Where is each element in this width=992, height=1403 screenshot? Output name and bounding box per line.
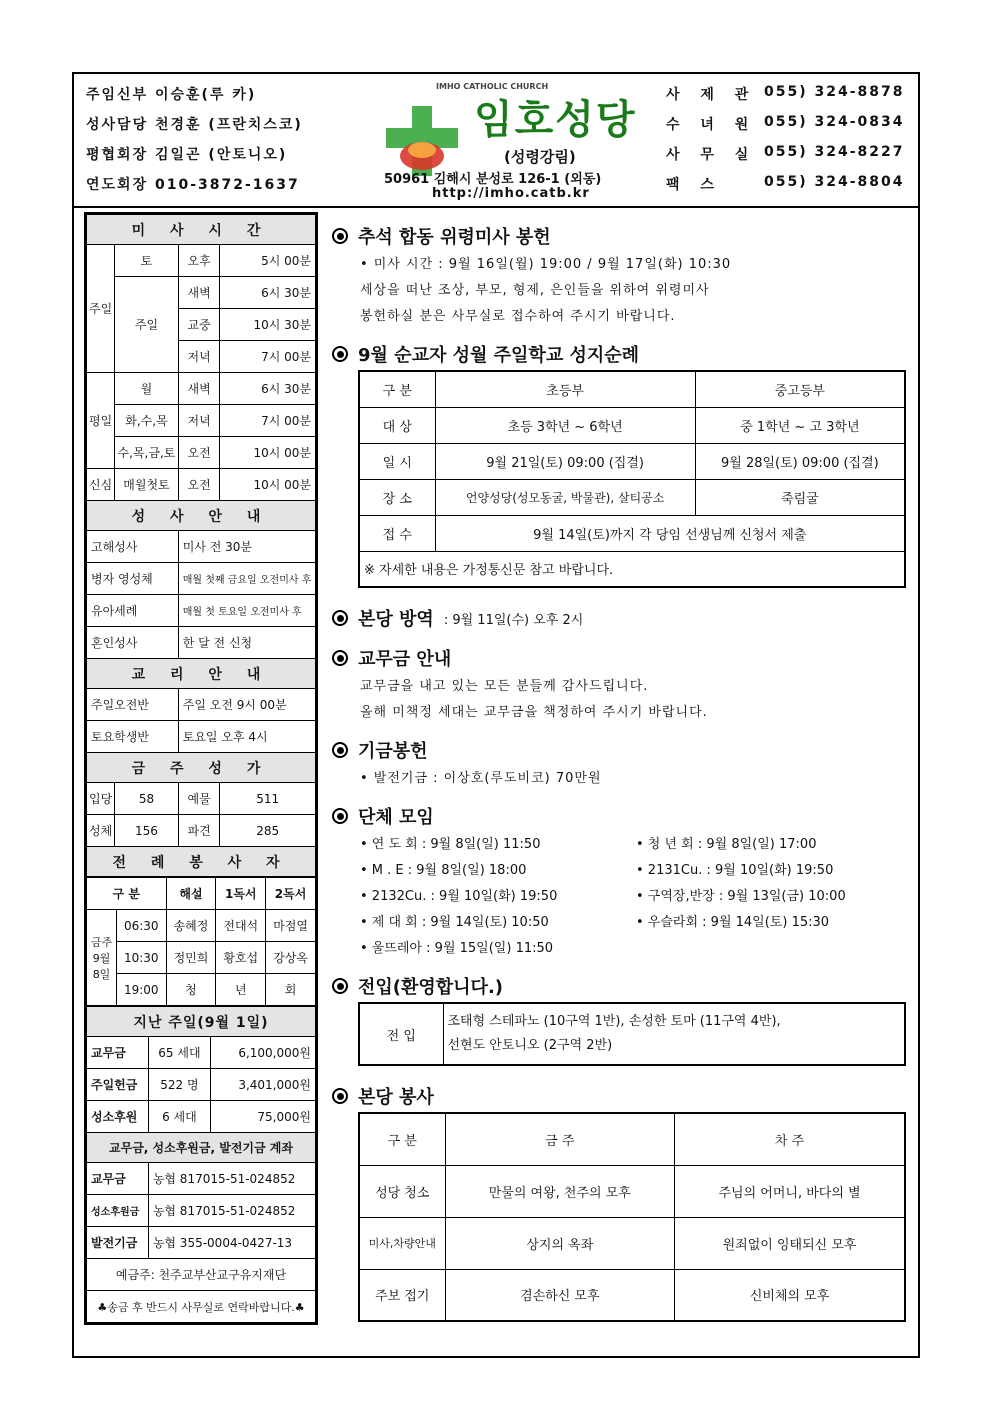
church-url[interactable]: http://imho.catb.kr bbox=[432, 186, 590, 201]
bullet-icon bbox=[332, 1088, 348, 1104]
account-number: 농협 817015-51-024852 bbox=[148, 1195, 315, 1227]
newcomers-table bbox=[358, 1002, 906, 1066]
table-head: 구 분 bbox=[359, 1113, 445, 1165]
sun-time: 저녁 bbox=[178, 341, 220, 373]
tue-time: 저녁 bbox=[178, 405, 220, 437]
church-address: 50961 김해시 분성로 126-1 (외동) bbox=[384, 172, 602, 187]
offering-amount: 3,401,000원 bbox=[211, 1069, 316, 1101]
table-head: 구 분 bbox=[359, 371, 435, 407]
mon-label: 월 bbox=[115, 373, 179, 405]
main-content bbox=[324, 220, 914, 1322]
bulletin-page bbox=[72, 72, 920, 1358]
depositor: 예금주: 천주교부산교구유지재단 bbox=[87, 1259, 316, 1291]
text-line: 봉헌하실 분은 사무실로 접수하여 주시기 바랍니다. bbox=[360, 309, 676, 324]
doctrine-value: 주일 오전 9시 00분 bbox=[178, 689, 315, 721]
account-number: 농협 817015-51-024852 bbox=[148, 1163, 315, 1195]
bullet-icon bbox=[332, 610, 348, 626]
sacrament-label: 유아세례 bbox=[87, 595, 179, 627]
contact-office: 사 무 실 055) 324-8227 bbox=[666, 144, 905, 163]
section-newcomers: 전입(환영합니다.) bbox=[324, 970, 914, 1002]
table-cell: 만물의 여왕, 천주의 모후 bbox=[445, 1165, 675, 1217]
service-table bbox=[358, 1112, 906, 1322]
account-label: 발전기금 bbox=[87, 1227, 149, 1259]
server-name: 강상옥 bbox=[266, 942, 316, 974]
choir-label: 파견 bbox=[178, 815, 220, 847]
offering-label: 성소후원 bbox=[87, 1101, 149, 1133]
offering-label: 주일헌금 bbox=[87, 1069, 149, 1101]
section-pilgrimage: 9월 순교자 성월 주일학교 성지순례 bbox=[324, 338, 914, 370]
devotion-label: 신심 bbox=[87, 469, 115, 501]
account-title: 교무금, 성소후원금, 발전기금 계좌 bbox=[87, 1133, 316, 1163]
sacrament-label: 혼인성사 bbox=[87, 627, 179, 659]
section-service: 본당 봉사 bbox=[324, 1080, 914, 1112]
choir-label: 입당 bbox=[87, 783, 115, 815]
server-time: 06:30 bbox=[117, 910, 167, 942]
choir-title: 금 주 성 가 bbox=[87, 753, 316, 783]
first-sat-time: 오전 bbox=[178, 469, 220, 501]
meeting-row: • 연 도 회 : 9월 8일(일) 11:50 • 청 년 회 : 9월 8일(일) 17:00 bbox=[360, 837, 817, 852]
bullet-icon bbox=[332, 742, 348, 758]
section-meetings: 단체 모임 bbox=[324, 800, 914, 832]
sacrament-value: 매월 첫째 금요일 오전미사 후 bbox=[178, 563, 315, 595]
doctrine-value: 토요일 오후 4시 bbox=[178, 721, 315, 753]
tue-hour: 7시 00분 bbox=[220, 405, 316, 437]
sun-label: 주일 bbox=[115, 277, 179, 373]
sacrament-value: 한 달 전 신청 bbox=[178, 627, 315, 659]
table-cell: 미사,차량안내 bbox=[359, 1217, 445, 1269]
requiem-chair: 연도회장 010-3872-1637 bbox=[86, 177, 300, 193]
table-cell: 접 수 bbox=[359, 515, 435, 551]
choir-label: 예물 bbox=[178, 783, 220, 815]
mass-title: 미 사 시 간 bbox=[87, 215, 316, 245]
text-line: • 미사 시간 : 9월 16일(월) 19:00 / 9월 17일(화) 10:30 bbox=[360, 257, 732, 272]
meeting-row: • M . E : 9월 8일(일) 18:00 • 2131Cu. : 9월 10일(화) 19:50 bbox=[360, 863, 834, 878]
sun-hour: 7시 00분 bbox=[220, 341, 316, 373]
offering-amount: 75,000원 bbox=[211, 1101, 316, 1133]
server-time: 10:30 bbox=[117, 942, 167, 974]
table-head: 금 주 bbox=[445, 1113, 675, 1165]
server-name: 마점열 bbox=[266, 910, 316, 942]
account-label: 교무금 bbox=[87, 1163, 149, 1195]
sat-time: 오후 bbox=[178, 245, 220, 277]
table-cell: 9월 14일(토)까지 각 당임 선생님께 신청서 제출 bbox=[435, 515, 905, 551]
wed-label: 수,목,금,토 bbox=[115, 437, 179, 469]
choir-label: 성체 bbox=[87, 815, 115, 847]
server-name: 송혜정 bbox=[166, 910, 216, 942]
table-cell: 상지의 옥좌 bbox=[445, 1217, 675, 1269]
contact-fax: 팩 스 055) 324-8804 bbox=[666, 174, 905, 193]
newcomer-line: 조태형 스테파노 (10구역 1반), 손성한 토마 (11구역 4반), bbox=[447, 1014, 781, 1029]
header bbox=[74, 74, 918, 208]
offering-amount: 6,100,000원 bbox=[211, 1037, 316, 1069]
table-cell: 죽림굴 bbox=[695, 479, 905, 515]
text-line: 세상을 떠난 조상, 부모, 형제, 은인들을 위하여 위령미사 bbox=[360, 283, 710, 298]
church-name: 임호성당 bbox=[474, 97, 637, 143]
server-name: 회 bbox=[266, 974, 316, 1006]
section-disinfection: 본당 방역 : 9월 11일(수) 오후 2시 bbox=[324, 602, 914, 634]
offering-count: 522 명 bbox=[148, 1069, 210, 1101]
bullet-icon bbox=[332, 978, 348, 994]
table-cell: 중 1학년 ~ 고 3학년 bbox=[695, 407, 905, 443]
servers-head: 1독서 bbox=[216, 878, 266, 910]
table-cell: 장 소 bbox=[359, 479, 435, 515]
choir-value: 58 bbox=[115, 783, 179, 815]
church-subtitle: (성령강림) bbox=[504, 148, 576, 166]
table-cell: 성당 청소 bbox=[359, 1165, 445, 1217]
transfer-notice: ♣송금 후 반드시 사무실로 연락바랍니다.♣ bbox=[87, 1291, 316, 1323]
church-logo bbox=[374, 80, 664, 204]
table-cell: 언양성당(성모동굴, 박물관), 살티공소 bbox=[435, 479, 695, 515]
servers-head: 해설 bbox=[166, 878, 216, 910]
server-name: 황호섭 bbox=[216, 942, 266, 974]
sat-hour: 5시 00분 bbox=[220, 245, 316, 277]
sacrament-title: 성 사 안 내 bbox=[87, 501, 316, 531]
bullet-icon bbox=[332, 650, 348, 666]
server-name: 년 bbox=[216, 974, 266, 1006]
tue-label: 화,수,목 bbox=[115, 405, 179, 437]
table-cell: 일 시 bbox=[359, 443, 435, 479]
contact-convent: 수 녀 원 055) 324-0834 bbox=[666, 114, 905, 133]
table-head: 차 주 bbox=[675, 1113, 905, 1165]
offering-label: 교무금 bbox=[87, 1037, 149, 1069]
table-cell: 신비체의 모후 bbox=[675, 1269, 905, 1321]
pilgrimage-table bbox=[358, 370, 906, 588]
mon-hour: 6시 30분 bbox=[220, 373, 316, 405]
table-cell: 초등 3학년 ~ 6학년 bbox=[435, 407, 695, 443]
council-chair: 평협회장 김일곤 (안토니오) bbox=[86, 147, 288, 163]
servers-head: 구 분 bbox=[87, 878, 167, 910]
newcomer-line: 선현도 안토니오 (2구역 2반) bbox=[447, 1038, 613, 1053]
table-cell: 9월 21일(토) 09:00 (집결) bbox=[435, 443, 695, 479]
offering-count: 6 세대 bbox=[148, 1101, 210, 1133]
bullet-icon bbox=[332, 228, 348, 244]
text-line: 교무금을 내고 있는 모든 분들께 감사드립니다. bbox=[360, 679, 649, 694]
table-cell: 전 입 bbox=[359, 1003, 443, 1065]
server-name: 정민희 bbox=[166, 942, 216, 974]
table-head: 중고등부 bbox=[695, 371, 905, 407]
mon-time: 새벽 bbox=[178, 373, 220, 405]
weekday-label: 평일 bbox=[87, 373, 115, 469]
server-name: 청 bbox=[166, 974, 216, 1006]
offering-count: 65 세대 bbox=[148, 1037, 210, 1069]
sacrament-value: 매월 첫 토요일 오전미사 후 bbox=[178, 595, 315, 627]
table-head: 초등부 bbox=[435, 371, 695, 407]
contact-list bbox=[666, 84, 914, 204]
text-line: • 발전기금 : 이상호(루도비코) 70만원 bbox=[360, 771, 602, 786]
server-time: 19:00 bbox=[117, 974, 167, 1006]
choir-value: 156 bbox=[115, 815, 179, 847]
section-fund: 기금봉헌 bbox=[324, 734, 914, 766]
meeting-row: • 제 대 회 : 9월 14일(토) 10:50 • 우슬라회 : 9월 14일(토) 15:30 bbox=[360, 915, 830, 930]
sidebar bbox=[84, 212, 318, 1325]
sacrament-label: 병자 영성체 bbox=[87, 563, 179, 595]
table-cell: 원죄없이 잉태되신 모후 bbox=[675, 1217, 905, 1269]
sun-hour: 10시 30분 bbox=[220, 309, 316, 341]
wed-time: 오전 bbox=[178, 437, 220, 469]
account-number: 농협 355-0004-0427-13 bbox=[148, 1227, 315, 1259]
section-dues: 교무금 안내 bbox=[324, 642, 914, 674]
doctrine-label: 주일오전반 bbox=[87, 689, 179, 721]
sat-label: 토 bbox=[115, 245, 179, 277]
choir-value: 285 bbox=[220, 815, 316, 847]
servers-date: 금주 9월 8일 bbox=[87, 910, 117, 1006]
sun-time: 교중 bbox=[178, 309, 220, 341]
sacrament-value: 미사 전 30분 bbox=[178, 531, 315, 563]
servers-title: 전 례 봉 사 자 bbox=[87, 847, 316, 877]
pastor: 주임신부 이승훈(루 카) bbox=[86, 87, 257, 103]
server-name: 전대석 bbox=[216, 910, 266, 942]
doctrine-title: 교 리 안 내 bbox=[87, 659, 316, 689]
table-cell: 대 상 bbox=[359, 407, 435, 443]
table-cell: 주보 접기 bbox=[359, 1269, 445, 1321]
sun-hour: 6시 30분 bbox=[220, 277, 316, 309]
text-line: 올해 미책정 세대는 교무금을 책정하여 주시기 바랍니다. bbox=[360, 705, 708, 720]
meeting-row: • 울뜨레아 : 9월 15일(일) 11:50 bbox=[360, 941, 554, 956]
choir-value: 511 bbox=[220, 783, 316, 815]
table-note: ※ 자세한 내용은 가정통신문 참고 바랍니다. bbox=[359, 551, 905, 587]
table-cell: 9월 28일(토) 09:00 (집결) bbox=[695, 443, 905, 479]
table-cell: 주님의 어머니, 바다의 별 bbox=[675, 1165, 905, 1217]
meeting-row: • 2132Cu. : 9월 10일(화) 19:50 • 구역장,반장 : 9월 13일(금) 10:00 bbox=[360, 889, 846, 904]
bullet-icon bbox=[332, 808, 348, 824]
sun-time: 새벽 bbox=[178, 277, 220, 309]
bullet-icon bbox=[332, 346, 348, 362]
first-sat-hour: 10시 00분 bbox=[220, 469, 316, 501]
servers-head: 2독서 bbox=[266, 878, 316, 910]
last-sunday-title: 지난 주일(9월 1일) bbox=[87, 1007, 316, 1037]
wed-hour: 10시 00분 bbox=[220, 437, 316, 469]
staff-list bbox=[86, 84, 346, 204]
table-cell: 겸손하신 모후 bbox=[445, 1269, 675, 1321]
account-label: 성소후원금 bbox=[87, 1195, 149, 1227]
sacrament-priest: 성사담당 천경훈 (프란치스코) bbox=[86, 117, 303, 133]
section-memorial-mass: 추석 합동 위령미사 봉헌 bbox=[324, 220, 914, 252]
first-sat-label: 매월첫토 bbox=[115, 469, 179, 501]
sunday-label: 주일 bbox=[87, 245, 115, 373]
sacrament-label: 고해성사 bbox=[87, 531, 179, 563]
doctrine-label: 토요학생반 bbox=[87, 721, 179, 753]
contact-rectory: 사 제 관 055) 324-8878 bbox=[666, 84, 905, 103]
arc-text: IMHO CATHOLIC CHURCH bbox=[436, 82, 549, 91]
